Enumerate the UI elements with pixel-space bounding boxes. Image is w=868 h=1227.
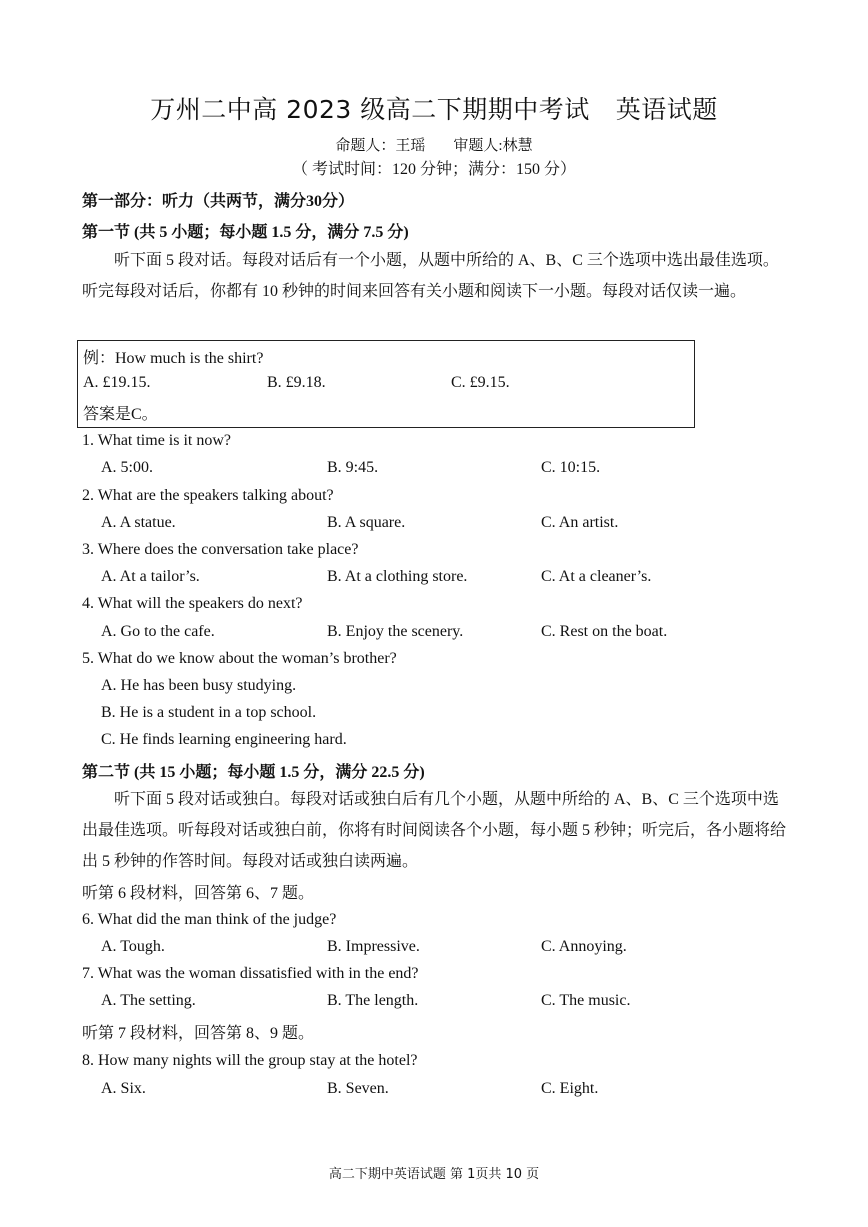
- q4-option-a: A. Go to the cafe.: [101, 623, 215, 640]
- q8-option-c: C. Eight.: [541, 1080, 599, 1097]
- q2-option-b: B. A square.: [327, 514, 406, 531]
- question-6: 6. What did the man think of the judge?: [82, 911, 337, 928]
- part1-heading: 第一部分：听力（共两节，满分30分）: [82, 193, 355, 210]
- section1-instructions: 听下面 5 段对话。每段对话后有一个小题，从题中所给的 A、B、C 三个选项中选出最佳选项。听完每段对话后，你都有 10 秒钟的时间来回答有关小题和阅读下一小题。每段对话仅读一遍。: [82, 252, 779, 300]
- page-title: [0, 90, 868, 126]
- q1-option-a: A. 5:00.: [101, 459, 153, 476]
- authors-line: [0, 134, 868, 155]
- q2-option-a: A. A statue.: [101, 514, 176, 531]
- example-box: [77, 340, 695, 428]
- q7-option-b: B. The length.: [327, 992, 419, 1009]
- q8-option-a: A. Six.: [101, 1080, 146, 1097]
- example-option-a: A. £19.15.: [83, 374, 151, 391]
- example-option-c: C. £9.15.: [451, 374, 510, 391]
- example-question: 例：How much is the shirt?: [83, 350, 264, 367]
- q2-option-c: C. An artist.: [541, 514, 619, 531]
- setter: 命题人：王瑶: [335, 138, 426, 154]
- q6-option-a: A. Tough.: [101, 938, 165, 955]
- material-7-instruction: 听第 7 段材料，回答第 8、9 题。: [82, 1025, 315, 1042]
- time-info: （ 考试时间：120 分钟；满分：150 分）: [291, 161, 576, 178]
- q1-option-b: B. 9:45.: [327, 459, 379, 476]
- q8-option-b: B. Seven.: [327, 1080, 389, 1097]
- section2-instructions: 听下面 5 段对话或独白。每段对话或独白后有几个小题，从题中所给的 A、B、C 三个选项中选出最佳选项。听每段对话或独白前，你将有时间阅读各个小题，每小题 5 秒钟；听完后，各小题将给出 5 秒钟的作答时间。每段对话或独白读两遍。: [82, 791, 787, 870]
- title-main: 万州二中高 2023 级高二下期期中考试: [150, 95, 590, 124]
- q3-option-a: A. At a tailor’s.: [101, 568, 200, 585]
- q5-option-b: B. He is a student in a top school.: [101, 704, 317, 721]
- q4-option-c: C. Rest on the boat.: [541, 623, 668, 640]
- question-8: 8. How many nights will the group stay at the hotel?: [82, 1052, 418, 1069]
- q6-option-b: B. Impressive.: [327, 938, 420, 955]
- q5-option-c: C. He finds learning engineering hard.: [101, 731, 347, 748]
- page-footer: 高二下期中英语试题 第 1页共 10 页: [328, 1167, 540, 1182]
- q7-option-c: C. The music.: [541, 992, 631, 1009]
- q6-option-c: C. Annoying.: [541, 938, 627, 955]
- q4-option-b: B. Enjoy the scenery.: [327, 623, 464, 640]
- question-1: 1. What time is it now?: [82, 432, 232, 449]
- q1-option-c: C. 10:15.: [541, 459, 601, 476]
- example-option-b: B. £9.18.: [267, 374, 326, 391]
- title-subject: 英语试题: [615, 95, 718, 124]
- reviewer: 审题人:林慧: [453, 138, 533, 154]
- material-6-instruction: 听第 6 段材料，回答第 6、7 题。: [82, 885, 315, 902]
- q5-option-a: A. He has been busy studying.: [101, 677, 297, 694]
- q7-option-a: A. The setting.: [101, 992, 196, 1009]
- question-7: 7. What was the woman dissatisfied with in the end?: [82, 965, 419, 982]
- question-2: 2. What are the speakers talking about?: [82, 487, 334, 504]
- q3-option-b: B. At a clothing store.: [327, 568, 468, 585]
- q3-option-c: C. At a cleaner’s.: [541, 568, 652, 585]
- example-answer: 答案是C。: [83, 406, 158, 423]
- question-5: 5. What do we know about the woman’s brother?: [82, 650, 397, 667]
- question-4: 4. What will the speakers do next?: [82, 595, 303, 612]
- section1-heading: 第一节 (共 5 小题；每小题 1.5 分，满分 7.5 分): [82, 224, 409, 241]
- section2-heading: 第二节 (共 15 小题；每小题 1.5 分，满分 22.5 分): [82, 764, 425, 781]
- question-3: 3. Where does the conversation take place?: [82, 541, 359, 558]
